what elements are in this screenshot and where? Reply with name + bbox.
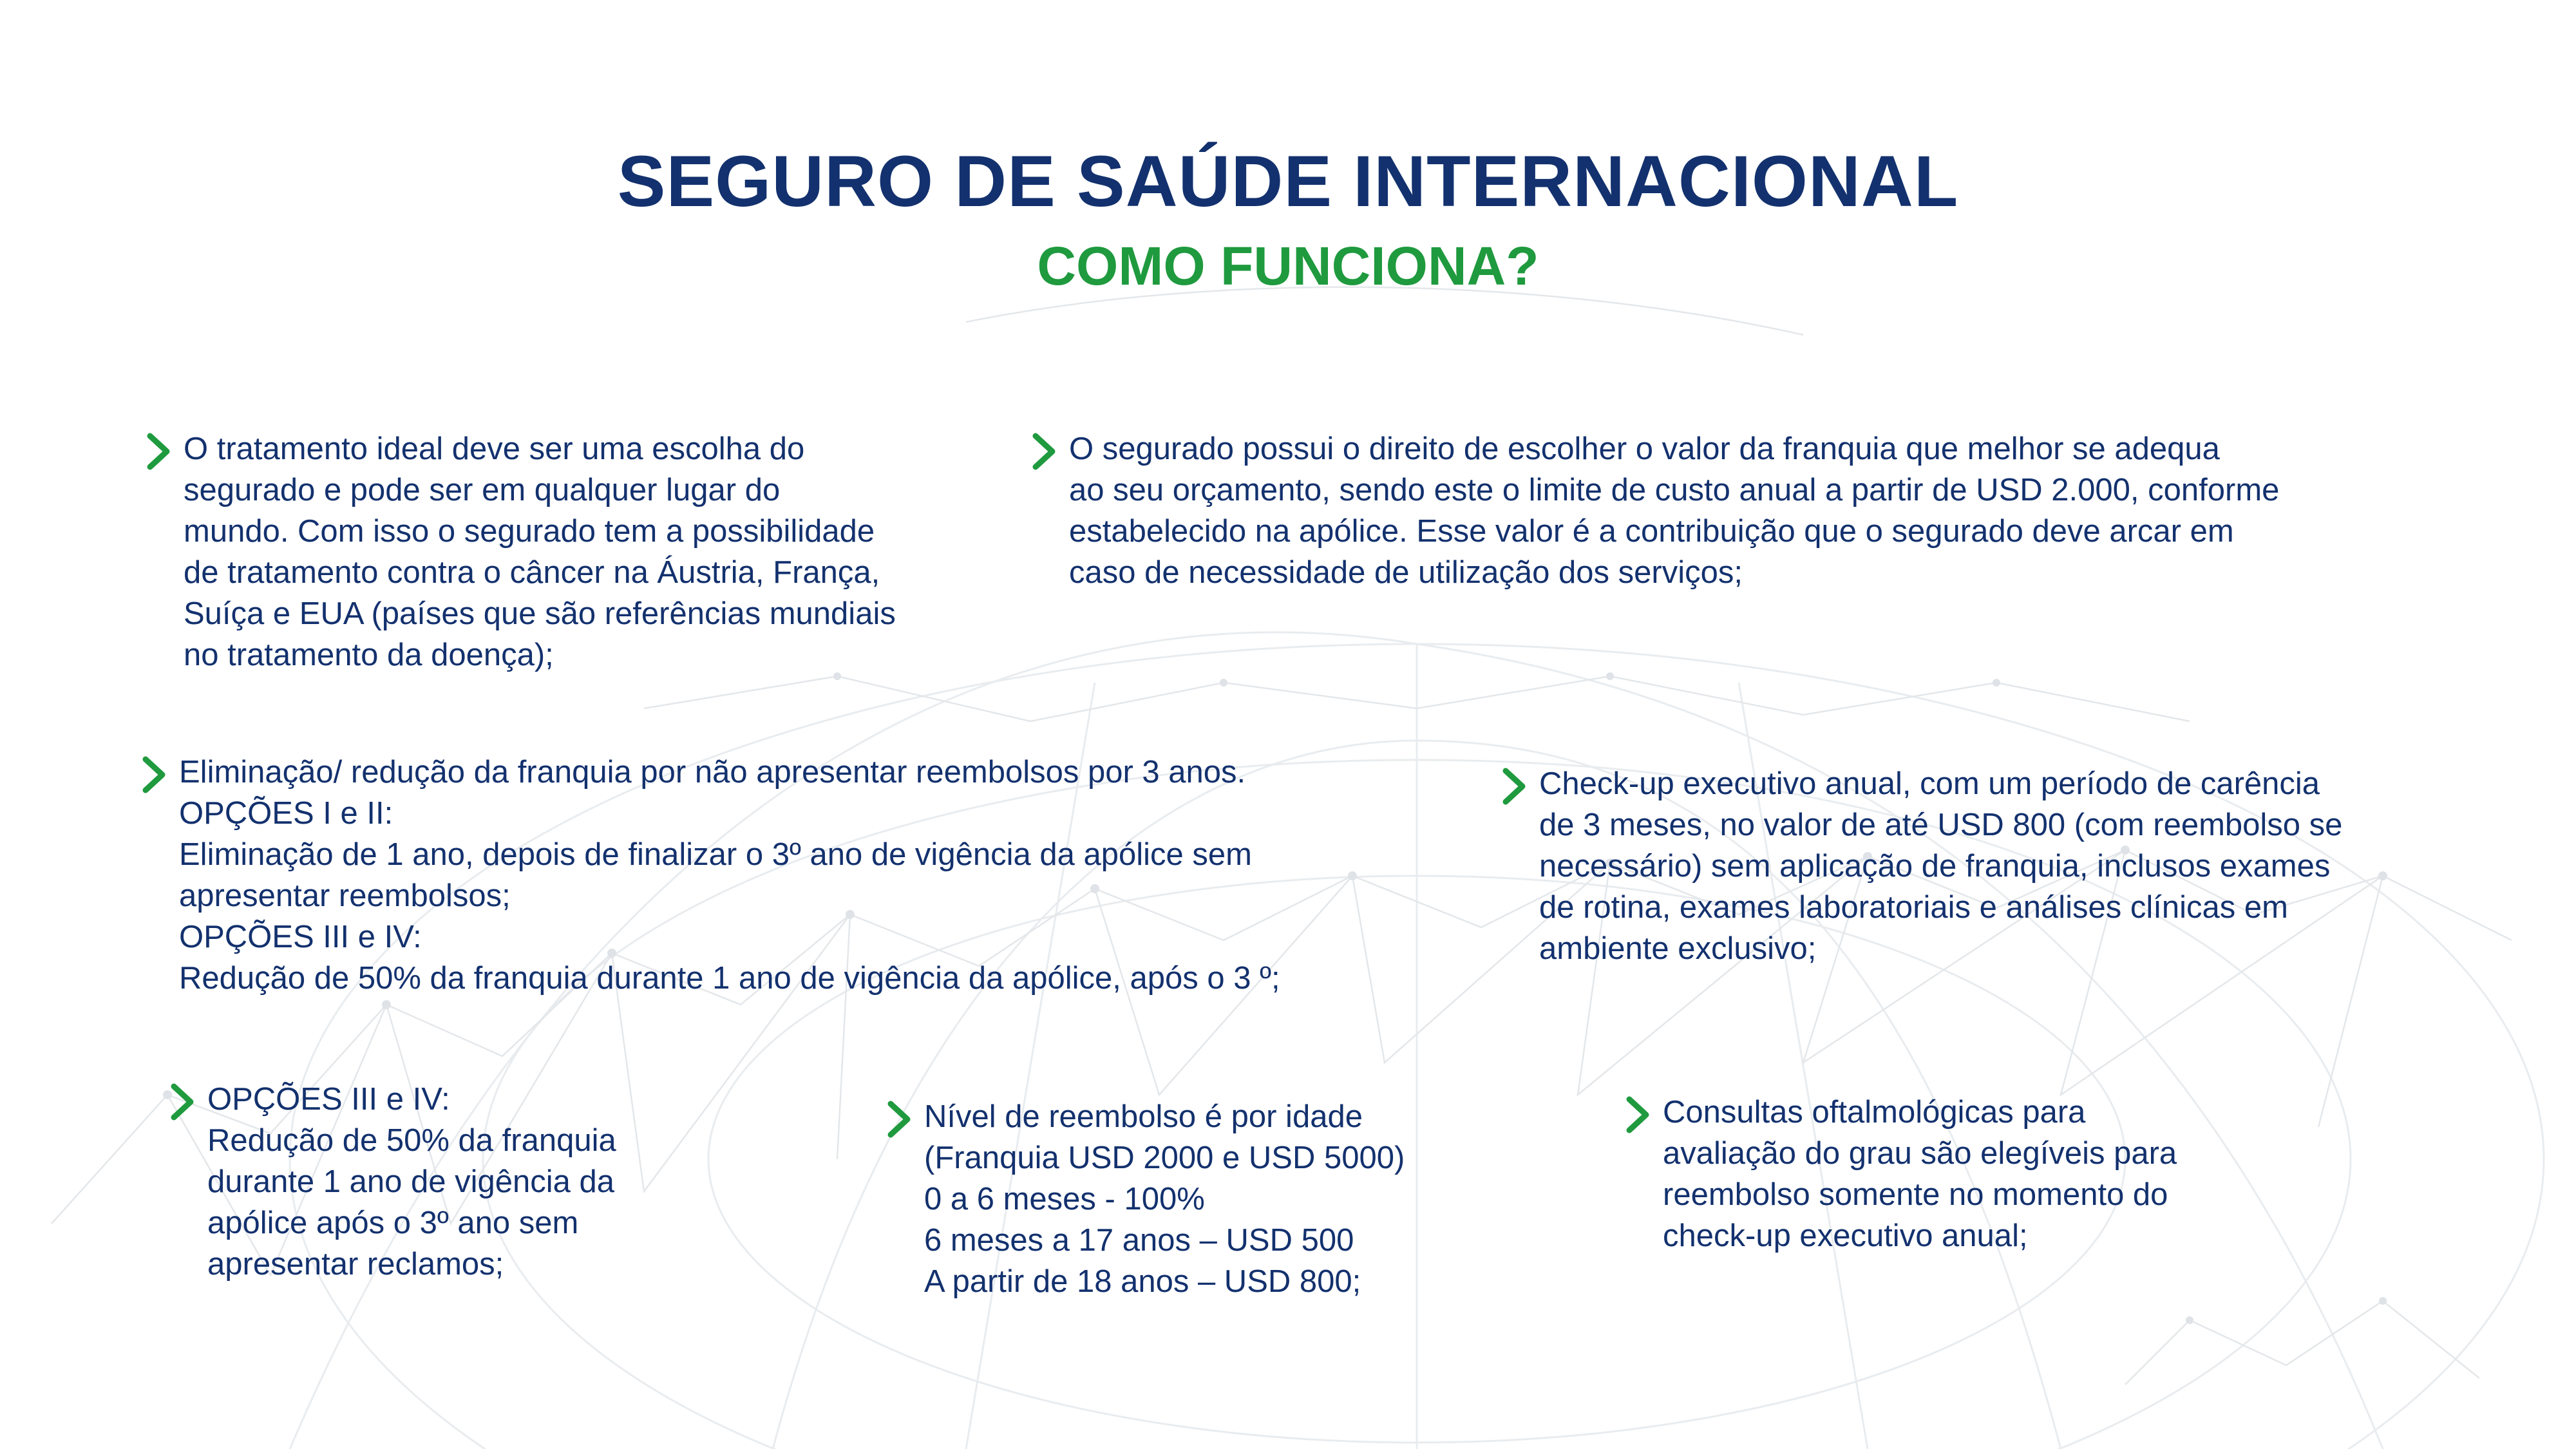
text-line: mundo. Com isso o segurado tem a possibilidade — [184, 514, 875, 549]
text-line: Redução de 50% da franquia — [207, 1123, 616, 1158]
text-line: check-up executivo anual; — [1663, 1218, 2028, 1253]
text-line: caso de necessidade de utilização dos serviços; — [1069, 555, 1743, 590]
text-line: OPÇÕES III e IV: — [207, 1082, 450, 1117]
chevron-right-icon — [1501, 767, 1529, 806]
text-line: apresentar reclamos; — [207, 1247, 504, 1282]
text-line: Check-up executivo anual, com um período de carência — [1539, 766, 2320, 801]
chevron-right-icon — [1030, 432, 1059, 471]
page-subtitle: COMO FUNCIONA? — [1037, 236, 1539, 296]
text-line: Suíça e EUA (países que são referências mundiais — [184, 596, 896, 631]
text-line: de 3 meses, no valor de até USD 800 (com reembolso se — [1539, 808, 2343, 842]
info-item-text — [1539, 763, 2342, 969]
text-line: durante 1 ano de vigência da — [207, 1164, 615, 1199]
info-item-text — [924, 1096, 1405, 1302]
text-line: Nível de reembolso é por idade — [924, 1099, 1363, 1134]
text-line: necessário) sem aplicação de franquia, inclusos exames — [1539, 849, 2331, 884]
text-line: A partir de 18 anos – USD 800; — [924, 1264, 1361, 1299]
text-line: de rotina, exames laboratoriais e análises clínicas em — [1539, 890, 2288, 925]
chevron-right-icon — [886, 1100, 914, 1139]
text-line: (Franquia USD 2000 e USD 5000) — [924, 1141, 1405, 1175]
info-item-text — [184, 428, 896, 676]
text-line: Consultas oftalmológicas para — [1663, 1095, 2086, 1130]
info-item-text — [1663, 1092, 2177, 1256]
chevron-right-icon — [140, 755, 169, 794]
text-line: O tratamento ideal deve ser uma escolha do — [184, 431, 805, 466]
info-item-text — [207, 1079, 616, 1285]
text-line: Eliminação/ redução da franquia por não apresentar reembolsos por 3 anos. — [179, 755, 1246, 790]
text-line: OPÇÕES I e II: — [179, 796, 393, 831]
text-line: ao seu orçamento, sendo este o limite de custo anual a partir de USD 2.000, conforme — [1069, 473, 2280, 507]
text-line: 6 meses a 17 anos – USD 500 — [924, 1223, 1354, 1258]
chevron-right-icon — [1624, 1095, 1653, 1134]
info-item-text — [179, 752, 1280, 999]
text-line: avaliação do grau são elegíveis para — [1663, 1136, 2177, 1171]
chevron-right-icon — [145, 432, 173, 471]
text-line: Redução de 50% da franquia durante 1 ano de vigência da apólice, após o 3 º; — [179, 961, 1280, 996]
text-line: ambiente exclusivo; — [1539, 931, 1817, 966]
text-line: Eliminação de 1 ano, depois de finalizar o 3º ano de vigência da apólice sem — [179, 837, 1252, 872]
text-line: OPÇÕES III e IV: — [179, 920, 422, 954]
text-line: de tratamento contra o câncer na Áustria, França, — [184, 555, 880, 590]
text-line: apresentar reembolsos; — [179, 878, 511, 913]
text-line: estabelecido na apólice. Esse valor é a contribuição que o segurado deve arcar em — [1069, 514, 2234, 549]
info-item-text — [1069, 428, 2279, 593]
chevron-right-icon — [169, 1083, 197, 1121]
text-line: 0 a 6 meses - 100% — [924, 1182, 1205, 1217]
text-line: O segurado possui o direito de escolher o valor da franquia que melhor se adequa — [1069, 431, 2220, 466]
page-title: SEGURO DE SAÚDE INTERNACIONAL — [617, 141, 1959, 222]
text-line: reembolso somente no momento do — [1663, 1177, 2168, 1212]
text-line: no tratamento da doença); — [184, 638, 554, 672]
text-line: segurado e pode ser em qualquer lugar do — [184, 473, 781, 507]
text-line: apólice após o 3º ano sem — [207, 1206, 579, 1240]
